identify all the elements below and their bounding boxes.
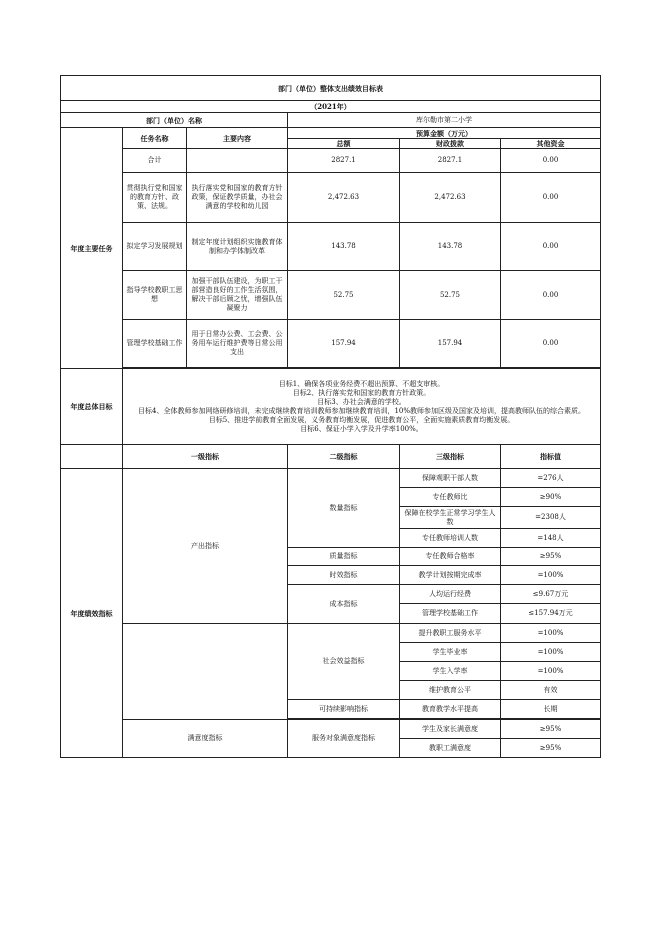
timeliness-indicator: 时效指标 <box>288 566 400 585</box>
cost-indicator: 成本指标 <box>288 585 400 624</box>
task-content <box>187 149 288 173</box>
performance-target-table <box>60 75 601 758</box>
goal-item: 目标6、保证小学入学及升学率100%。 <box>300 424 423 433</box>
task-content: 制定年度计划组织实施教育体制和办学体制改革 <box>187 223 288 271</box>
indicator-value: ≥95% <box>501 548 601 566</box>
indicator-value: =2308人 <box>501 507 601 529</box>
task-name: 指导学校教职工思想 <box>123 271 187 320</box>
task-name: 拟定学习发展规划 <box>123 223 187 271</box>
dept-name-value: 库尔勒市第二小学 <box>288 113 601 128</box>
indicator-value: 有效 <box>501 681 601 700</box>
level3-item: 保障观职干部人数 <box>400 469 501 488</box>
task-content-header: 主要内容 <box>187 128 288 149</box>
level3-item: 专任教师培训人数 <box>400 529 501 548</box>
budget-header: 预算金额（万元） <box>288 128 601 139</box>
level3-item: 人均运行经费 <box>400 585 501 604</box>
task-fiscal: 157.94 <box>400 320 501 368</box>
task-other: 0.00 <box>501 149 601 173</box>
level3-item: 专任教师合格率 <box>400 548 501 566</box>
level3-item: 教育教学水平提高 <box>400 700 501 719</box>
task-other: 0.00 <box>501 223 601 271</box>
goal-item: 目标1、确保各项业务经费不超出预算、不超支审核。 <box>278 379 445 388</box>
task-name: 管理学校基础工作 <box>123 320 187 368</box>
budget-other-header: 其他资金 <box>501 139 601 149</box>
task-fiscal: 2827.1 <box>400 149 501 173</box>
tasks-section-label: 年度主要任务 <box>61 128 123 369</box>
page-title: 部门（单位）整体支出绩效目标表 <box>61 76 601 101</box>
level3-item: 专任教师比 <box>400 488 501 507</box>
level3-item: 教职工满意度 <box>400 739 501 758</box>
task-content: 执行落实党和国家的教育方针政策，保证教学质量，办社会满意的学校和幼儿园 <box>187 173 288 223</box>
indicator-value: =100% <box>501 566 601 585</box>
satisfaction-indicator: 满意度指标 <box>123 720 288 758</box>
task-total: 52.75 <box>288 271 400 320</box>
indicator-value: ≤157.94万元 <box>501 604 601 624</box>
task-content: 用于日常办公费、工会费、公务用车运行维护费等日常公用支出 <box>187 320 288 368</box>
indicator-corner <box>61 445 123 469</box>
quality-indicator: 质量指标 <box>288 548 400 566</box>
task-total: 143.78 <box>288 223 400 271</box>
task-fiscal: 52.75 <box>400 271 501 320</box>
task-name-header: 任务名称 <box>123 128 187 149</box>
indicator-value: =100% <box>501 662 601 681</box>
goals-section-label: 年度总体目标 <box>61 369 123 445</box>
task-content: 加强干部队伍建设，为职工干部营造良好的工作生活氛围，解决干部后顾之忧，增强队伍凝聚力 <box>187 271 288 320</box>
social-benefit-indicator: 社会效益指标 <box>288 624 400 700</box>
indicator-value: =100% <box>501 643 601 662</box>
task-total: 157.94 <box>288 320 400 368</box>
task-name: 合计 <box>123 149 187 173</box>
task-other: 0.00 <box>501 271 601 320</box>
service-satisfaction-indicator: 服务对象满意度指标 <box>288 720 400 758</box>
indicator-value: ≥95% <box>501 739 601 758</box>
task-other: 0.00 <box>501 173 601 223</box>
task-fiscal: 143.78 <box>400 223 501 271</box>
indicator-value: ≥90% <box>501 488 601 507</box>
level3-item: 管理学校基础工作 <box>400 604 501 624</box>
level1-header: 一级指标 <box>123 445 288 469</box>
level3-item: 学生入学率 <box>400 662 501 681</box>
task-fiscal: 2,472.63 <box>400 173 501 223</box>
report-year: （2021年） <box>61 101 601 113</box>
indicators-section-label: 年度绩效指标 <box>61 469 123 758</box>
task-name: 贯彻执行党和国家的教育方针、政策、法规。 <box>123 173 187 223</box>
level3-item: 教学计划按期完成率 <box>400 566 501 585</box>
annual-goals <box>123 369 601 445</box>
indicator-value: ≤9.67万元 <box>501 585 601 604</box>
goal-item: 目标3、办社会满意的学校。 <box>317 397 406 406</box>
value-header: 指标值 <box>501 445 601 469</box>
goal-item: 目标2、执行落实党和国家的教育方针政策。 <box>292 388 431 397</box>
level3-item: 学生及家长满意度 <box>400 720 501 739</box>
level3-item: 维护教育公平 <box>400 681 501 700</box>
indicator-value: =148人 <box>501 529 601 548</box>
goal-item: 目标5、推进学前教育全面发展，义务教育均衡发展，促进教育公平，全面实施素质教育均衡发展。 <box>208 415 515 424</box>
task-other: 0.00 <box>501 320 601 368</box>
output-indicator: 产出指标 <box>123 469 288 624</box>
budget-total-header: 总额 <box>288 139 400 149</box>
level3-item: 保障在校学生正常学习学生人数 <box>400 507 501 529</box>
indicator-value: 长期 <box>501 700 601 719</box>
budget-fiscal-header: 财政拨款 <box>400 139 501 149</box>
task-total: 2827.1 <box>288 149 400 173</box>
level3-header: 三级指标 <box>400 445 501 469</box>
indicator-value: =100% <box>501 624 601 643</box>
indicator-value: =276人 <box>501 469 601 488</box>
level3-item: 提升教职工服务水平 <box>400 624 501 643</box>
dept-name-label: 部门（单位）名称 <box>61 113 288 128</box>
level3-item: 学生毕业率 <box>400 643 501 662</box>
indicator-value: ≥95% <box>501 720 601 739</box>
effect-indicator <box>123 624 288 720</box>
task-total: 2,472.63 <box>288 173 400 223</box>
level2-header: 二级指标 <box>288 445 400 469</box>
goal-item: 目标4、全体教师参加网络研修培训，未完成继续教育培训教师参加继续教育培训，10%教师参加区级及国家及培训，提高教师队伍的综合素质。 <box>138 406 586 415</box>
quantity-indicator: 数量指标 <box>288 469 400 548</box>
sustainable-indicator: 可持续影响指标 <box>288 700 400 719</box>
